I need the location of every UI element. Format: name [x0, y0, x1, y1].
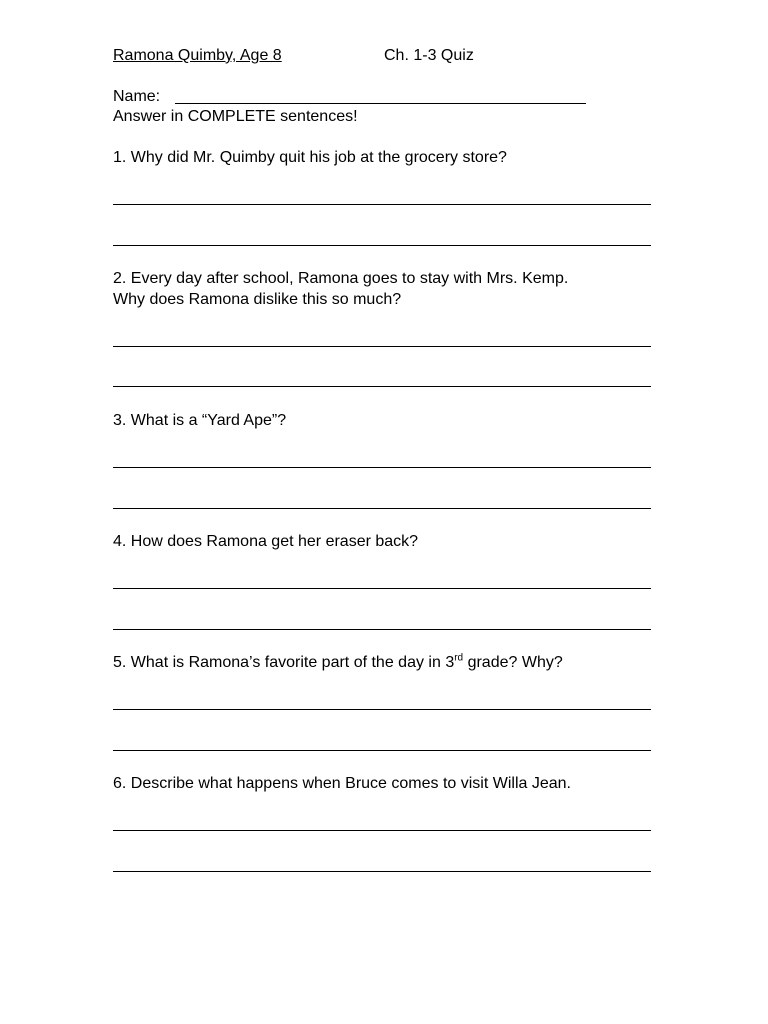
question-4: 4. How does Ramona get her eraser back? — [113, 533, 419, 550]
answer-line-2b[interactable] — [113, 386, 651, 387]
answer-line-6b[interactable] — [113, 871, 651, 872]
book-title: Ramona Quimby, Age 8 — [113, 47, 282, 64]
name-blank-line[interactable] — [175, 103, 586, 104]
answer-line-5a[interactable] — [113, 709, 651, 710]
answer-line-1b[interactable] — [113, 245, 651, 246]
question-5 — [113, 653, 563, 673]
answer-line-3a[interactable] — [113, 467, 651, 468]
answer-line-4b[interactable] — [113, 629, 651, 630]
question-6: 6. Describe what happens when Bruce comes to visit Willa Jean. — [113, 775, 571, 792]
question-3: 3. What is a “Yard Ape”? — [113, 412, 287, 429]
question-5-text: 5. What is Ramona’s favorite part of the day in 3 — [113, 654, 455, 671]
question-1: 1. Why did Mr. Quimby quit his job at the grocery store? — [113, 149, 507, 166]
question-2-line-1: 2. Every day after school, Ramona goes to stay with Mrs. Kemp. — [113, 270, 569, 287]
question-2-line-2: Why does Ramona dislike this so much? — [113, 291, 402, 308]
ordinal-suffix: rd — [454, 652, 464, 664]
answer-line-6a[interactable] — [113, 830, 651, 831]
answer-line-4a[interactable] — [113, 588, 651, 589]
name-label: Name: — [113, 88, 161, 105]
instructions: Answer in COMPLETE sentences! — [113, 108, 358, 125]
quiz-title: Ch. 1-3 Quiz — [384, 47, 474, 64]
answer-line-5b[interactable] — [113, 750, 651, 751]
answer-line-2a[interactable] — [113, 346, 651, 347]
question-5-text-end: grade? Why? — [463, 654, 563, 671]
answer-line-3b[interactable] — [113, 508, 651, 509]
answer-line-1a[interactable] — [113, 204, 651, 205]
